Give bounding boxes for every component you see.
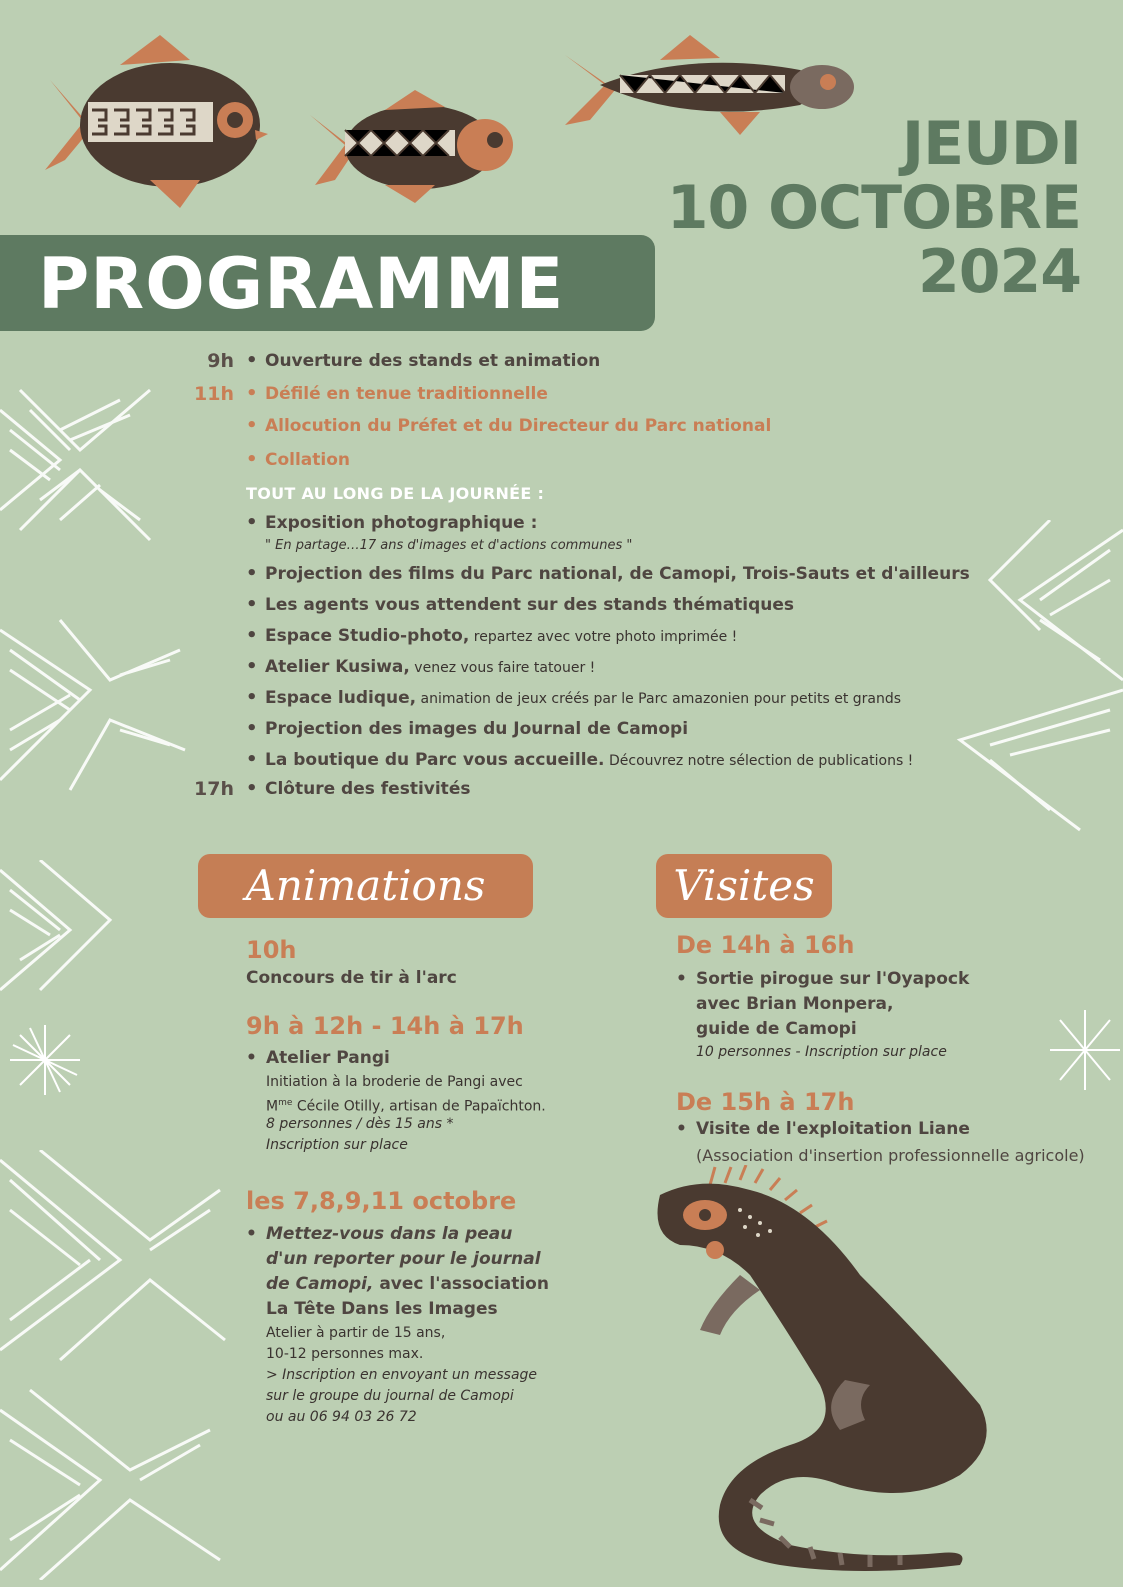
date-year: 2024: [918, 237, 1081, 307]
pirogue-line: avec Brian Monpera,: [696, 994, 894, 1014]
list-item: [0, 383, 1000, 411]
list-item: [0, 594, 1000, 622]
item-subtext: " En partage…17 ans d'images et d'actions communes ": [265, 538, 633, 553]
item-text: Exposition photographique :: [265, 513, 538, 533]
pangi-line: Initiation à la broderie de Pangi avec: [266, 1074, 523, 1090]
reporter-line: [266, 1272, 549, 1297]
liane-title: Visite de l'exploitation Liane: [696, 1119, 970, 1139]
pangi-line: Inscription sur place: [266, 1137, 408, 1153]
bullet: •: [246, 656, 258, 677]
starburst-right-icon: [1045, 1005, 1123, 1095]
fish-illustration-left: [30, 30, 270, 210]
bullet: •: [246, 778, 258, 799]
item-text: Clôture des festivités: [265, 779, 471, 799]
visite-time-2: De 15h à 17h: [676, 1088, 855, 1116]
reporter-line: La Tête Dans les Images: [266, 1299, 498, 1319]
item-rest: animation de jeux créés par le Parc amazonien pour petits et grands: [416, 691, 902, 707]
woven-pattern-left-low: [0, 860, 130, 1000]
item-text: Défilé en tenue traditionnelle: [265, 384, 548, 404]
list-item: [0, 778, 1000, 806]
item-text: [265, 688, 901, 708]
bullet: •: [246, 512, 258, 533]
bullet: •: [676, 969, 687, 989]
time-label: 17h: [194, 778, 234, 800]
item-bold: Espace ludique,: [265, 688, 417, 708]
liane-note: (Association d'insertion professionnelle agricole): [696, 1146, 1085, 1165]
reporter-line: d'un reporter pour le journal: [266, 1249, 541, 1269]
pangi-rest: Cécile Otilly, artisan de Papaïchton.: [292, 1098, 546, 1115]
item-text: [265, 626, 737, 646]
list-item: [0, 415, 1000, 443]
item-text: Ouverture des stands et animation: [265, 351, 601, 371]
animation-time-1: 10h: [246, 936, 297, 964]
reporter-rest: avec l'association: [373, 1274, 549, 1294]
visites-heading: Visites: [656, 854, 832, 918]
item-bold: Atelier Kusiwa,: [265, 657, 410, 677]
list-item: [0, 687, 1000, 715]
animation-time-3: les 7,8,9,11 octobre: [246, 1187, 517, 1215]
item-text: Projection des films du Parc national, de Camopi, Trois-Sauts et d'ailleurs: [265, 564, 970, 584]
reporter-note: > Inscription en envoyant un message: [266, 1367, 538, 1383]
pangi-prefix: M: [266, 1098, 279, 1115]
item-rest: repartez avec votre photo imprimée !: [469, 629, 738, 645]
reporter-note: sur le groupe du journal de Camopi: [266, 1388, 514, 1404]
bullet: •: [246, 718, 258, 739]
bullet: •: [246, 1224, 257, 1244]
pangi-sup: me: [278, 1098, 293, 1108]
list-item: [0, 350, 1000, 378]
iguana-illustration: [640, 1165, 1020, 1580]
bullet: •: [246, 383, 258, 404]
reporter-note: ou au 06 94 03 26 72: [266, 1409, 417, 1425]
item-text: [265, 750, 913, 770]
item-bold: La boutique du Parc vous accueille.: [265, 750, 605, 770]
item-text: Collation: [265, 450, 351, 470]
bullet: •: [246, 749, 258, 770]
reporter-note: 10-12 personnes max.: [266, 1346, 424, 1362]
programme-banner: [0, 235, 655, 331]
date-month: 10 OCTOBRE: [666, 173, 1081, 243]
reporter-note: Atelier à partir de 15 ans,: [266, 1325, 446, 1341]
pirogue-note: 10 personnes - Inscription sur place: [696, 1044, 947, 1060]
animation-tir: Concours de tir à l'arc: [246, 968, 457, 988]
visite-time-1: De 14h à 16h: [676, 931, 855, 959]
bullet: •: [246, 415, 258, 436]
item-rest: venez vous faire tatouer !: [409, 660, 596, 676]
pirogue-line: Sortie pirogue sur l'Oyapock: [696, 969, 970, 989]
item-text: [265, 657, 595, 677]
pangi-title: Atelier Pangi: [266, 1048, 390, 1068]
reporter-italic: de Camopi,: [266, 1274, 374, 1294]
list-item: [0, 512, 1000, 540]
animation-time-2: 9h à 12h - 14h à 17h: [246, 1012, 524, 1040]
bullet: •: [246, 350, 258, 371]
bullet: •: [246, 687, 258, 708]
all-day-heading: TOUT AU LONG DE LA JOURNÉE :: [246, 484, 545, 503]
date-day: JEUDI: [901, 109, 1081, 179]
time-label: 9h: [207, 350, 234, 372]
bullet: •: [246, 563, 258, 584]
bullet: •: [676, 1119, 687, 1139]
time-label: 11h: [194, 383, 234, 405]
bullet: •: [246, 1048, 257, 1068]
animations-heading: Animations: [198, 854, 533, 918]
list-item: [0, 563, 1000, 591]
list-item: [0, 656, 1000, 684]
item-text: Projection des images du Journal de Camopi: [265, 719, 689, 739]
pangi-line: 8 personnes / dès 15 ans *: [266, 1116, 454, 1132]
programme-title: PROGRAMME: [38, 243, 565, 325]
starburst-icon: [5, 1020, 85, 1100]
pirogue-line: guide de Camopi: [696, 1019, 857, 1039]
bullet: •: [246, 625, 258, 646]
item-text: Allocution du Préfet et du Directeur du Parc national: [265, 416, 772, 436]
item-bold: Espace Studio-photo,: [265, 626, 470, 646]
bullet: •: [246, 594, 258, 615]
list-item: [0, 449, 1000, 477]
fish-illustration-middle: [305, 85, 520, 205]
list-item: [0, 749, 1000, 777]
woven-pattern-left-bottom: [0, 1150, 230, 1580]
list-item: [0, 718, 1000, 746]
item-rest: Découvrez notre sélection de publications !: [604, 753, 914, 769]
list-item: [0, 625, 1000, 653]
bullet: •: [246, 449, 258, 470]
item-text: Les agents vous attendent sur des stands thématiques: [265, 595, 795, 615]
reporter-line: Mettez-vous dans la peau: [266, 1224, 513, 1244]
event-date: [666, 109, 1081, 307]
